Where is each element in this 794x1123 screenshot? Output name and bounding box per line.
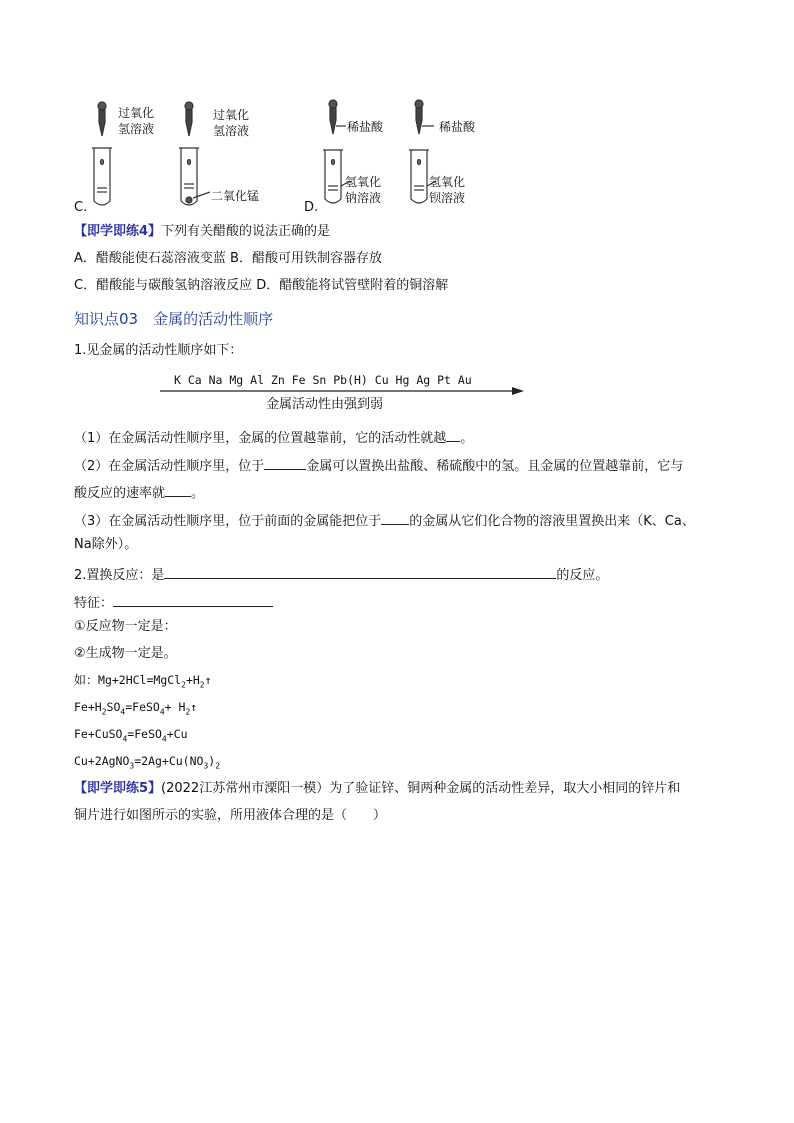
tube3-bottom-line1: 氢氧化 (345, 175, 382, 189)
q3-answer-blank[interactable] (381, 510, 409, 525)
tube1-label-line2: 氢溶液 (118, 122, 155, 136)
feature-label: 特征： (74, 596, 114, 611)
practice4-tag: 【即学即练4】 (74, 224, 162, 239)
option-d-marker: D. (304, 200, 319, 215)
tube-2 (179, 102, 210, 205)
point1-q2-text-c: 酸反应的速率就 (74, 486, 166, 501)
practice5-line2: 铜片进行如图所示的实验，所用液体合理的是（ ） (74, 808, 387, 823)
tube2-bottom-label: 二氧化锰 (211, 189, 260, 203)
practice4-question-text: 下列有关醋酸的说法正确的是 (161, 224, 331, 239)
tube3-label: 稀盐酸 (347, 120, 384, 134)
point1-q1 (74, 427, 473, 447)
activity-series: K Ca Na Mg Al Zn Fe Sn Pb(H) Cu Hg Ag Pt Au (174, 373, 472, 387)
equation-1 (74, 673, 212, 692)
tube4-bottom-line2: 钡溶液 (429, 191, 466, 205)
point1-q1-end: 。 (460, 431, 474, 446)
tube3-bottom-line2: 钠溶液 (345, 191, 382, 205)
equation-4: $Cu+2AgNO_3=2Ag+Cu(NO_3)_2$ (74, 754, 221, 771)
practice4-option-d: D．醋酸能将试管壁附着的铜溶解 (256, 278, 449, 293)
section-title: 知识点03 金属的活动性顺序 (74, 310, 274, 328)
practice4-question (74, 224, 330, 240)
point1-q3-line2: Na除外）。 (74, 537, 138, 552)
point1-q2-end: 。 (191, 486, 205, 501)
definition-answer-blank[interactable] (164, 564, 556, 579)
point2-intro-end: 的反应。 (556, 568, 609, 583)
practice5-tag: 【即学即练5】 (74, 781, 162, 796)
practice4-options-ab (74, 251, 382, 267)
tube2-label-line2: 氢溶液 (213, 124, 250, 138)
practice4-option-a: A．醋酸能使石蕊溶液变蓝 (74, 251, 226, 266)
point1-q3-text-a: （3）在金属活动性顺序里，位于前面的金属能把位于 (74, 514, 382, 529)
point2-feature (74, 592, 273, 612)
point1-q2-line2 (74, 482, 204, 502)
tube-1 (92, 102, 112, 205)
q2-answer-blank-1[interactable] (264, 455, 306, 470)
point1-q3-text-b: 的金属从它们化合物的溶液里置换出来（K、Ca、 (409, 514, 695, 529)
equation-3: Fe+CuSO$_4$=FeSO$_4$+Cu (74, 727, 188, 744)
tube4-label: 稀盐酸 (439, 120, 476, 134)
eq1: $Mg+2HCl=MgCl_2+H_2↑$ (98, 673, 212, 690)
practice4-option-c: C．醋酸能与碳酸氢钠溶液反应 (74, 278, 253, 293)
point1-q2-text-a: （2）在金属活动性顺序里，位于 (74, 459, 265, 474)
tube1-label-line1: 过氧化 (118, 106, 155, 120)
practice4-options-cd (74, 278, 448, 294)
practice4-option-b: B．醋酸可用铁制容器存放 (230, 251, 382, 266)
point1-q2-text-b: 金属可以置换出盐酸、稀硫酸中的氢。且金属的位置越靠前，它与 (306, 459, 684, 474)
point2-item2: ②生成物一定是。 (74, 646, 177, 661)
practice5-line1 (74, 781, 680, 797)
activity-series-caption: 金属活动性由强到弱 (266, 397, 384, 412)
practice5-text-line1: (2022江苏常州市溧阳一模）为了验证锌、铜两种金属的活动性差异，取大小相同的锌片和 (161, 781, 681, 796)
option-c-marker: C. (74, 200, 88, 215)
q1-answer-blank[interactable] (446, 427, 460, 442)
point1-q2-line1 (74, 455, 683, 475)
feature-answer-blank[interactable] (113, 592, 273, 607)
q2-answer-blank-2[interactable] (165, 482, 191, 497)
activity-arrow (160, 386, 526, 396)
tube4-bottom-line1: 氢氧化 (429, 175, 466, 189)
point1-q3-line1 (74, 510, 695, 530)
tube2-label-line1: 过氧化 (213, 108, 250, 122)
point1-intro: 1.见金属的活动性顺序如下： (74, 343, 243, 358)
point2-item1: ①反应物一定是： (74, 619, 177, 634)
point1-q1-text: （1）在金属活动性顺序里，金属的位置越靠前，它的活动性就越 (74, 431, 447, 446)
point2-definition (74, 564, 608, 584)
example-label: 如： (74, 673, 99, 687)
equation-2: $Fe+H_2SO_4=FeSO_4+$ $H_2↑$ (74, 700, 198, 717)
point2-intro-text: 2.置换反应：是 (74, 568, 165, 583)
